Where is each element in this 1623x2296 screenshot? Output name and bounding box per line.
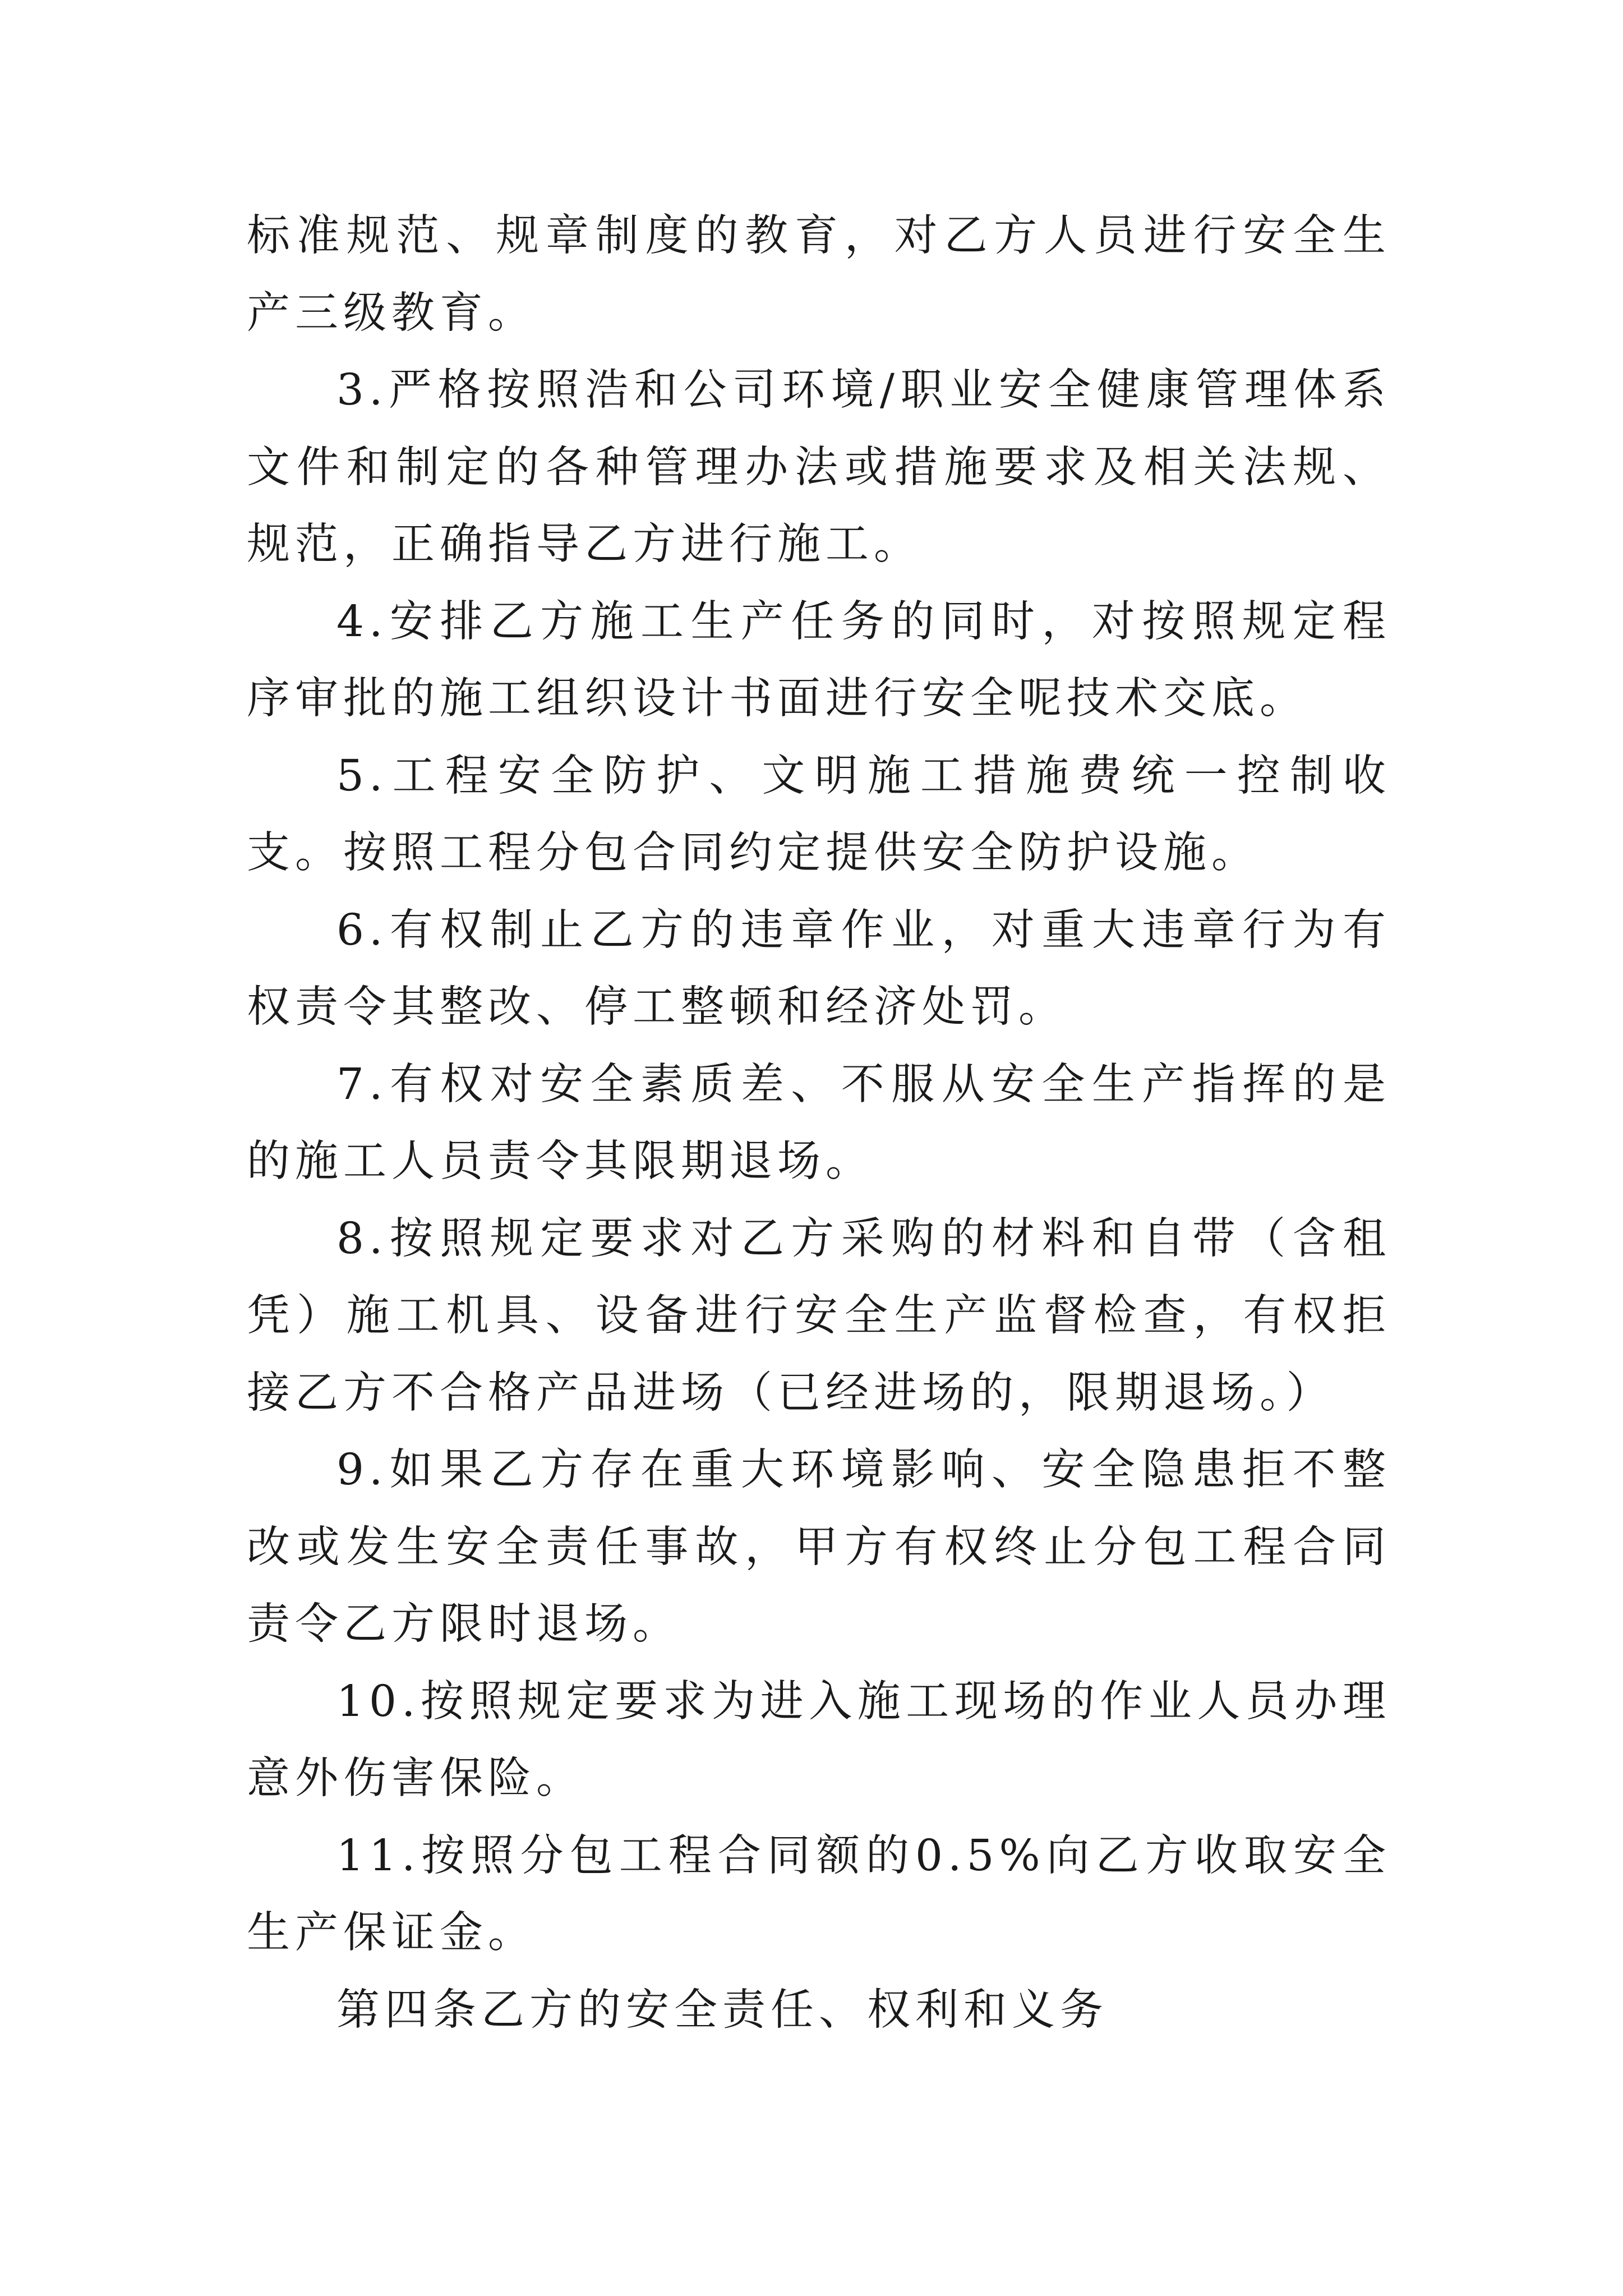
paragraph-item-10: 10.按照规定要求为进入施工现场的作业人员办理意外伤害保险。 — [247, 1676, 1391, 1803]
paragraph-item-5: 5.工程安全防护、文明施工措施费统一控制收支。按照工程分包合同约定提供安全防护设施。 — [247, 751, 1391, 878]
section-heading-article-4: 第四条乙方的安全责任、权利和义务 — [336, 1985, 1108, 2035]
paragraph-item-3: 3.严格按照浩和公司环境/职业安全健康管理体系文件和制定的各种管理办法或措施要求及相关法规、规范，正确指导乙方进行施工。 — [247, 365, 1391, 569]
paragraph-continuation: 标准规范、规章制度的教育，对乙方人员进行安全生产三级教育。 — [247, 211, 1391, 338]
paragraph-item-7: 7.有权对安全素质差、不服从安全生产指挥的是的施工人员责令其限期退场。 — [247, 1059, 1391, 1186]
paragraph-item-4: 4.安排乙方施工生产任务的同时，对按照规定程序审批的施工组织设计书面进行安全呢技术交底。 — [247, 596, 1391, 724]
paragraph-item-6: 6.有权制止乙方的违章作业，对重大违章行为有权责令其整改、停工整顿和经济处罚。 — [247, 905, 1391, 1032]
paragraph-item-8: 8.按照规定要求对乙方采购的材料和自带（含租凭）施工机具、设备进行安全生产监督检查，有权拒接乙方不合格产品进场（已经进场的，限期退场。） — [247, 1213, 1391, 1418]
document-body — [247, 197, 1391, 2049]
paragraph-item-9: 9.如果乙方存在重大环境影响、安全隐患拒不整改或发生安全责任事故，甲方有权终止分包工程合同责令乙方限时退场。 — [247, 1445, 1391, 1649]
paragraph-item-11: 11.按照分包工程合同额的0.5%向乙方收取安全生产保证金。 — [247, 1830, 1391, 1958]
